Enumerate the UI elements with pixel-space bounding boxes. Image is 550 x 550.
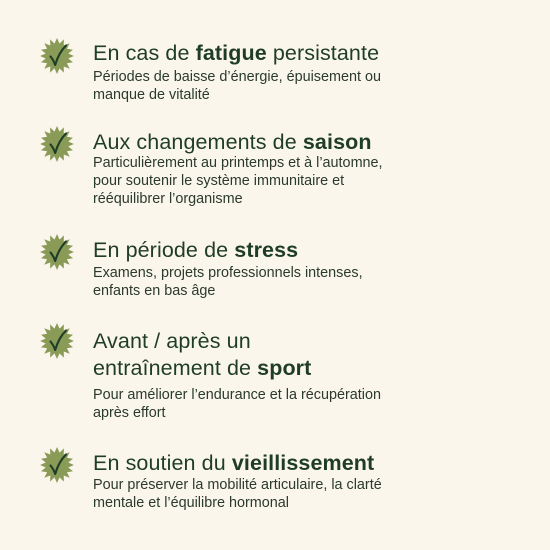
benefit-title-keyword: vieillissement [231, 451, 375, 475]
benefit-title-keyword: stress [234, 238, 299, 262]
benefit-description: Pour préserver la mobilité articulaire, la clarté mentale et l’équilibre hormonal [93, 477, 382, 511]
benefit-description: Périodes de baisse d’énergie, épuisement ou manque de vitalité [93, 69, 382, 103]
benefit-description: Particulièrement au printemps et à l’automne, pour soutenir le système immunitaire et rééquilibrer l’organisme [93, 155, 383, 207]
benefit-title: En cas de fatigue persistante [93, 41, 380, 65]
starburst-check-icon [38, 233, 76, 271]
benefit-title: En soutien du vieillissement [93, 451, 375, 475]
benefit-title-keyword: fatigue [195, 41, 267, 65]
starburst-check-icon [38, 322, 76, 360]
benefit-title: En période de stress [93, 238, 299, 262]
starburst-check-icon [38, 446, 76, 484]
starburst-check-icon [38, 37, 76, 75]
benefit-description: Examens, projets professionnels intenses, enfants en bas âge [93, 265, 363, 299]
benefit-title-keyword: sport [257, 356, 312, 380]
benefit-title: Aux changements de saison [93, 130, 372, 154]
benefit-description: Pour améliorer l’endurance et la récupération après effort [93, 387, 381, 421]
benefit-title: Avant / après un entraînement de sport [93, 329, 312, 380]
benefit-title-keyword: saison [302, 130, 372, 154]
starburst-check-icon [38, 125, 76, 163]
